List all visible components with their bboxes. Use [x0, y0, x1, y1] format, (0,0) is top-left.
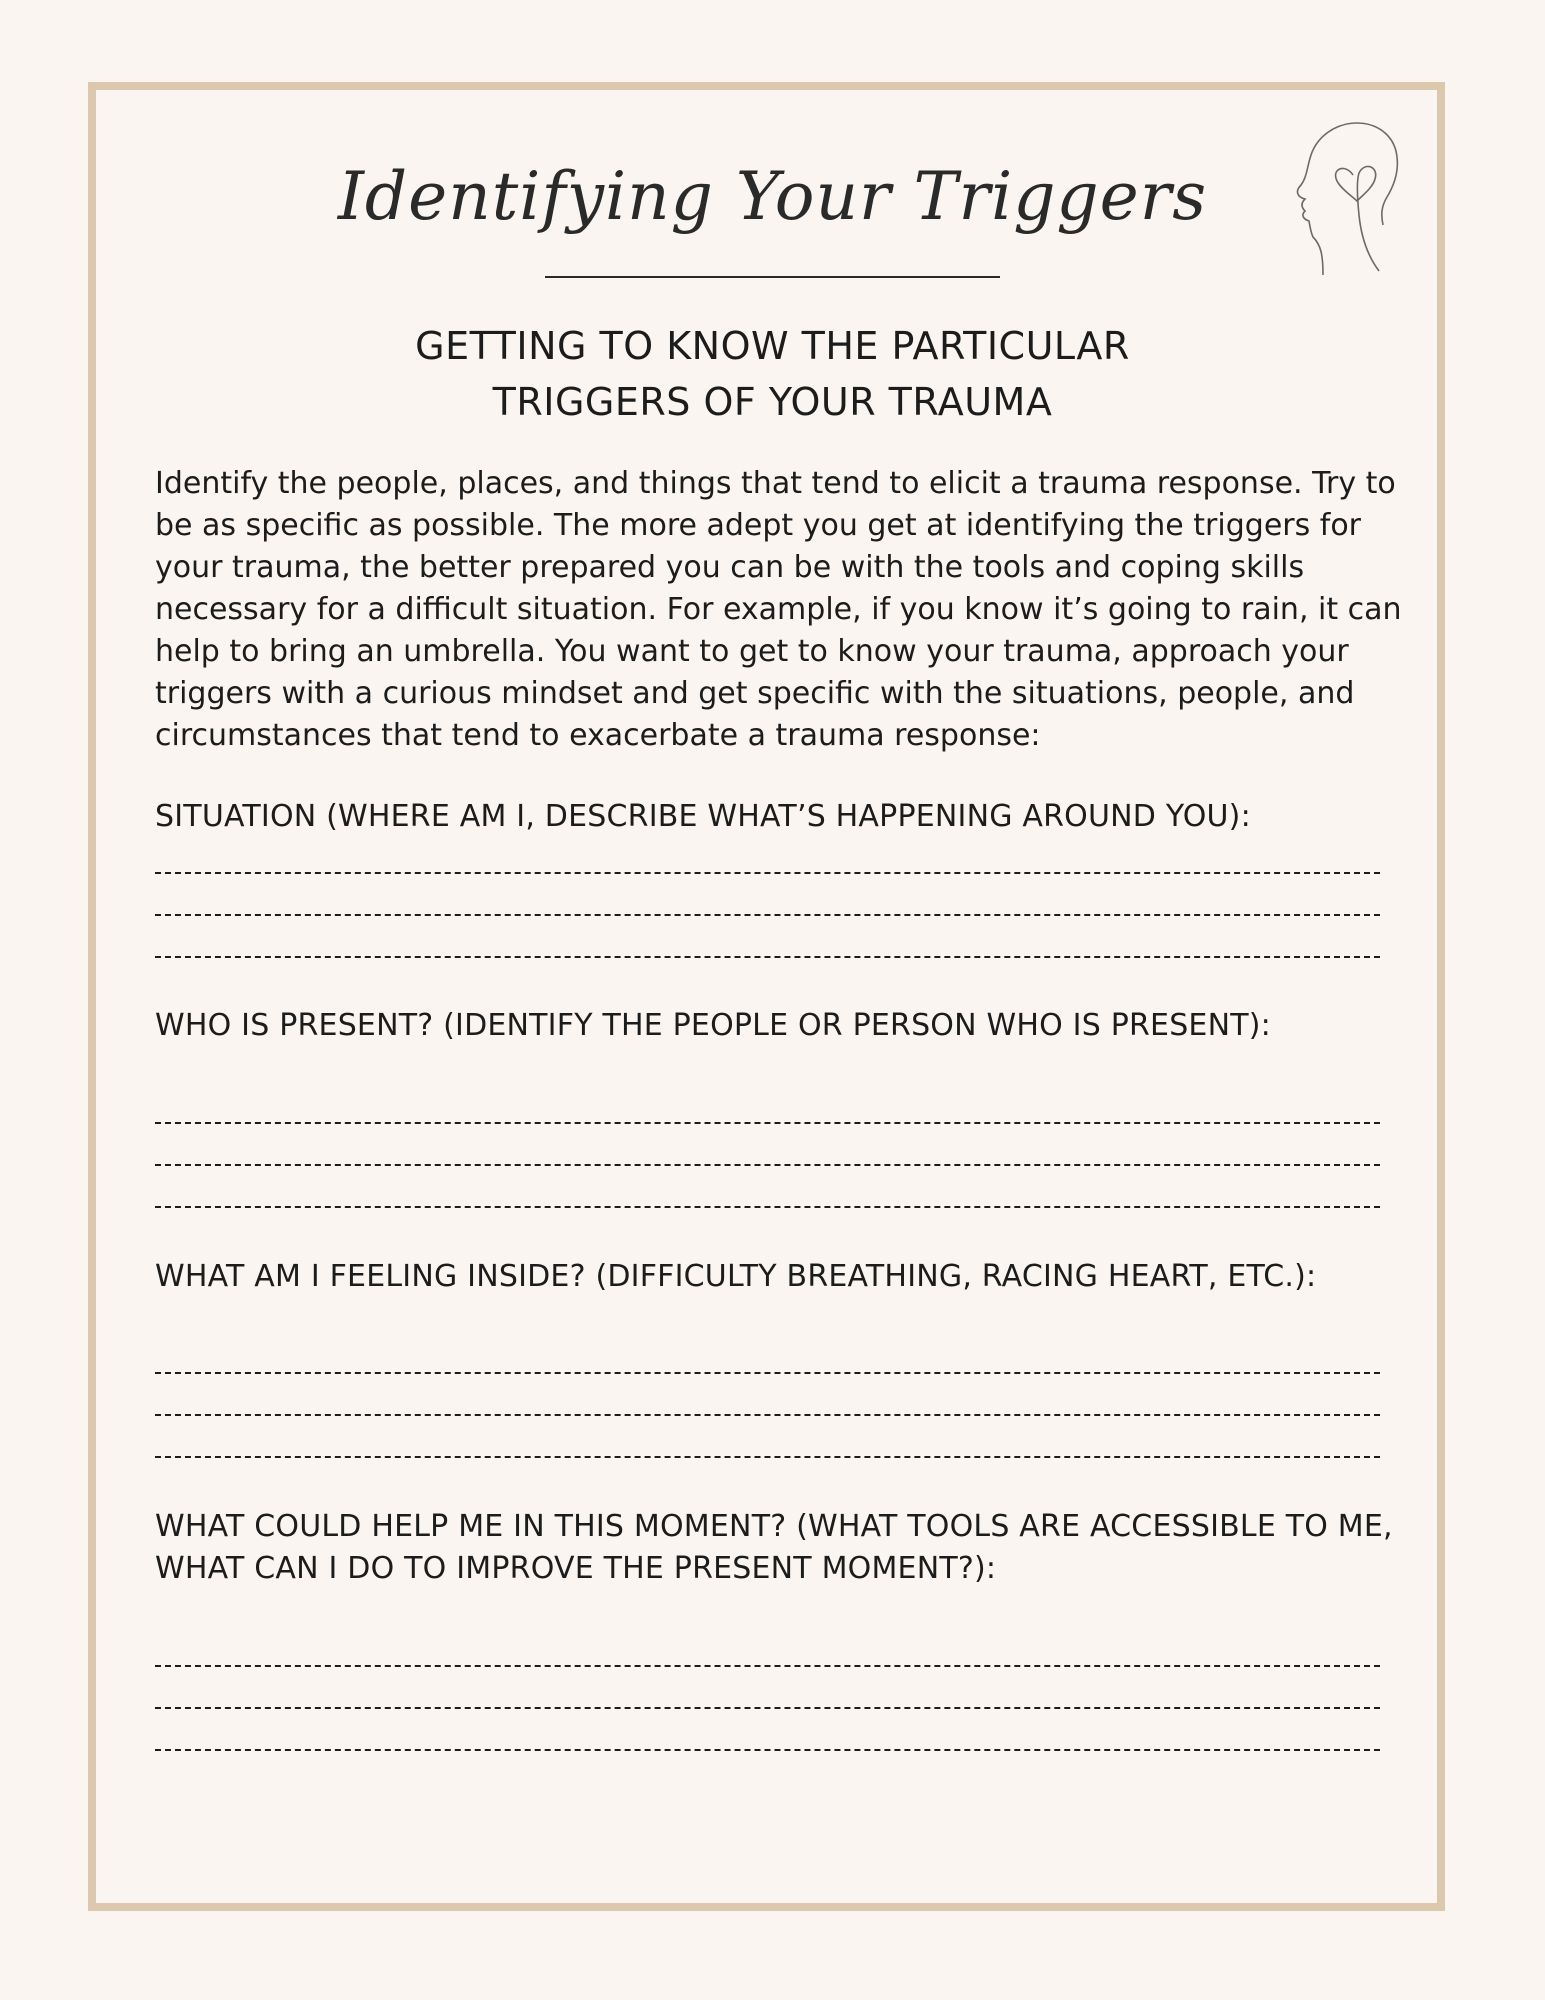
answer-line[interactable] — [155, 1372, 1380, 1374]
subtitle-line-1: GETTING TO KNOW THE PARTICULAR — [415, 324, 1130, 368]
answer-line[interactable] — [155, 1206, 1380, 1208]
question-label: WHO IS PRESENT? (IDENTIFY THE PEOPLE OR PERSON WHO IS PRESENT): — [155, 1008, 1271, 1043]
answer-line[interactable] — [155, 1665, 1380, 1667]
intro-line: circumstances that tend to exacerbate a trauma response: — [155, 718, 1041, 753]
question-who-present — [155, 1005, 1395, 1047]
intro-line: help to bring an umbrella. You want to get to know your trauma, approach your — [155, 634, 1349, 669]
answer-line[interactable] — [155, 872, 1380, 874]
page-title: Identifying Your Triggers — [337, 158, 1208, 235]
answer-line[interactable] — [155, 1456, 1380, 1458]
question-label: WHAT AM I FEELING INSIDE? (DIFFICULTY BREATHING, RACING HEART, ETC.): — [155, 1259, 1317, 1294]
subtitle-line-2: TRIGGERS OF YOUR TRAUMA — [492, 380, 1053, 424]
intro-paragraph — [155, 463, 1402, 757]
head-with-heart-line-icon — [1283, 115, 1403, 285]
intro-line: triggers with a curious mindset and get specific with the situations, people, and — [155, 676, 1355, 711]
question-label: SITUATION (WHERE AM I, DESCRIBE WHAT’S HAPPENING AROUND YOU): — [155, 799, 1251, 834]
title-underline — [545, 276, 1000, 278]
question-feeling-inside — [155, 1256, 1395, 1298]
question-what-could-help — [155, 1506, 1395, 1590]
answer-line[interactable] — [155, 914, 1380, 916]
intro-line: your trauma, the better prepared you can be with the tools and coping skills — [155, 550, 1305, 585]
intro-line: Identify the people, places, and things that tend to elicit a trauma response. Try to — [155, 466, 1396, 501]
question-situation — [155, 796, 1395, 838]
answer-line[interactable] — [155, 956, 1380, 958]
intro-line: be as specific as possible. The more adept you get at identifying the triggers for — [155, 508, 1362, 543]
question-label: WHAT COULD HELP ME IN THIS MOMENT? (WHAT TOOLS ARE ACCESSIBLE TO ME, — [155, 1509, 1393, 1544]
answer-line[interactable] — [155, 1707, 1380, 1709]
answer-line[interactable] — [155, 1414, 1380, 1416]
subtitle — [300, 318, 1245, 430]
answer-line[interactable] — [155, 1164, 1380, 1166]
question-label: WHAT CAN I DO TO IMPROVE THE PRESENT MOMENT?): — [155, 1551, 997, 1586]
answer-line[interactable] — [155, 1749, 1380, 1751]
answer-line[interactable] — [155, 1122, 1380, 1124]
intro-line: necessary for a difficult situation. For example, if you know it’s going to rain, it can — [155, 592, 1402, 627]
